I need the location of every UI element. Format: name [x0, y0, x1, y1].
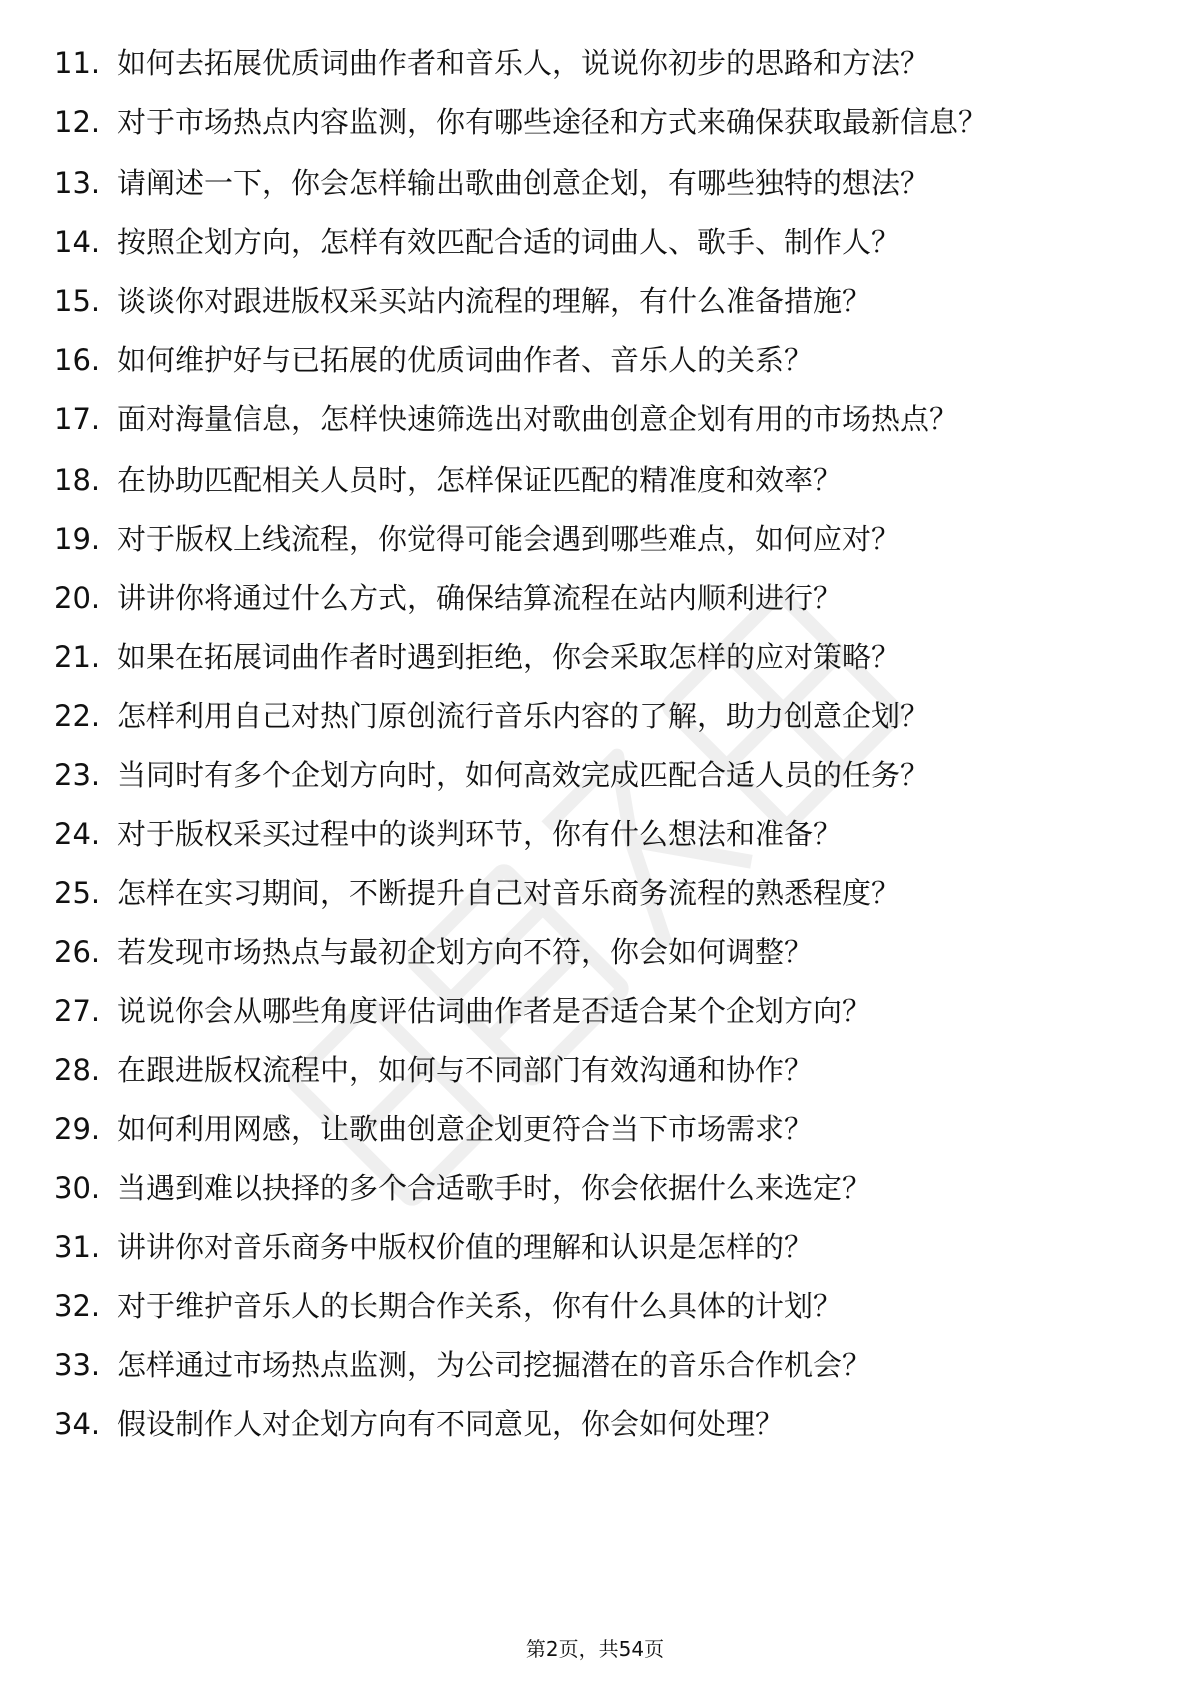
question-list: [54, 46, 1134, 1466]
question-item: [54, 581, 1134, 616]
question-item: [54, 1407, 1134, 1442]
question-text: 怎样利用自己对热门原创流行音乐内容的了解，助力创意企划？: [117, 699, 930, 733]
question-text: 当同时有多个企划方向时，如何高效完成匹配合适人员的任务？: [117, 758, 930, 792]
question-text: 假设制作人对企划方向有不同意见，你会如何处理？: [117, 1407, 785, 1441]
question-item: [54, 105, 1134, 140]
question-text: 谈谈你对跟进版权采买站内流程的理解，有什么准备措施？: [117, 284, 872, 318]
question-text: 怎样在实习期间，不断提升自己对音乐商务流程的熟悉程度？: [117, 876, 901, 910]
question-number: 12.: [54, 105, 101, 139]
question-item: [54, 166, 1134, 201]
question-number: 15.: [54, 284, 101, 318]
question-item: [54, 699, 1134, 734]
question-number: 20.: [54, 581, 101, 615]
question-number: 30.: [54, 1171, 101, 1205]
question-text: 怎样通过市场热点监测，为公司挖掘潜在的音乐合作机会？: [117, 1348, 872, 1382]
question-number: 11.: [54, 46, 101, 80]
question-item: [54, 876, 1134, 911]
question-number: 19.: [54, 522, 101, 556]
question-item: [54, 1348, 1134, 1383]
question-text: 如何维护好与已拓展的优质词曲作者、音乐人的关系？: [117, 343, 814, 377]
question-number: 18.: [54, 463, 101, 497]
question-item: [54, 402, 1134, 437]
question-item: [54, 640, 1134, 675]
question-text: 按照企划方向，怎样有效匹配合适的词曲人、歌手、制作人？: [117, 225, 901, 259]
question-text: 对于维护音乐人的长期合作关系，你有什么具体的计划？: [117, 1289, 843, 1323]
question-number: 31.: [54, 1230, 101, 1264]
question-number: 33.: [54, 1348, 101, 1382]
question-text: 如何去拓展优质词曲作者和音乐人，说说你初步的思路和方法？: [117, 46, 930, 80]
question-text: 讲讲你对音乐商务中版权价值的理解和认识是怎样的？: [117, 1230, 814, 1264]
question-number: 13.: [54, 166, 101, 200]
question-number: 24.: [54, 817, 101, 851]
question-text: 如果在拓展词曲作者时遇到拒绝，你会采取怎样的应对策略？: [117, 640, 901, 674]
question-item: [54, 1230, 1134, 1265]
question-number: 17.: [54, 402, 101, 436]
question-text: 对于市场热点内容监测，你有哪些途径和方式来确保获取最新信息？: [117, 105, 988, 139]
question-number: 22.: [54, 699, 101, 733]
question-number: 16.: [54, 343, 101, 377]
question-text: 请阐述一下，你会怎样输出歌曲创意企划，有哪些独特的想法？: [117, 166, 930, 200]
question-item: [54, 225, 1134, 260]
question-number: 34.: [54, 1407, 101, 1441]
question-text: 在跟进版权流程中，如何与不同部门有效沟通和协作？: [117, 1053, 814, 1087]
question-item: [54, 343, 1134, 378]
question-text: 在协助匹配相关人员时，怎样保证匹配的精准度和效率？: [117, 463, 843, 497]
question-number: 21.: [54, 640, 101, 674]
page-footer: 第2页，共54页: [525, 1637, 665, 1661]
question-number: 25.: [54, 876, 101, 910]
question-number: 32.: [54, 1289, 101, 1323]
question-item: [54, 817, 1134, 852]
question-number: 28.: [54, 1053, 101, 1087]
question-item: [54, 284, 1134, 319]
question-item: [54, 1112, 1134, 1147]
question-text: 面对海量信息，怎样快速筛选出对歌曲创意企划有用的市场热点？: [117, 402, 959, 436]
question-item: [54, 46, 1134, 81]
question-number: 29.: [54, 1112, 101, 1146]
question-text: 说说你会从哪些角度评估词曲作者是否适合某个企划方向？: [117, 994, 872, 1028]
question-item: [54, 463, 1134, 498]
question-text: 讲讲你将通过什么方式，确保结算流程在站内顺利进行？: [117, 581, 843, 615]
question-text: 若发现市场热点与最初企划方向不符，你会如何调整？: [117, 935, 814, 969]
question-item: [54, 935, 1134, 970]
question-item: [54, 522, 1134, 557]
question-item: [54, 1289, 1134, 1324]
question-item: [54, 1171, 1134, 1206]
question-number: 14.: [54, 225, 101, 259]
question-item: [54, 758, 1134, 793]
question-item: [54, 1053, 1134, 1088]
question-text: 对于版权上线流程，你觉得可能会遇到哪些难点，如何应对？: [117, 522, 901, 556]
question-number: 27.: [54, 994, 101, 1028]
question-text: 当遇到难以抉择的多个合适歌手时，你会依据什么来选定？: [117, 1171, 872, 1205]
question-text: 对于版权采买过程中的谈判环节，你有什么想法和准备？: [117, 817, 843, 851]
question-item: [54, 994, 1134, 1029]
question-number: 26.: [54, 935, 101, 969]
question-text: 如何利用网感，让歌曲创意企划更符合当下市场需求？: [117, 1112, 814, 1146]
question-number: 23.: [54, 758, 101, 792]
